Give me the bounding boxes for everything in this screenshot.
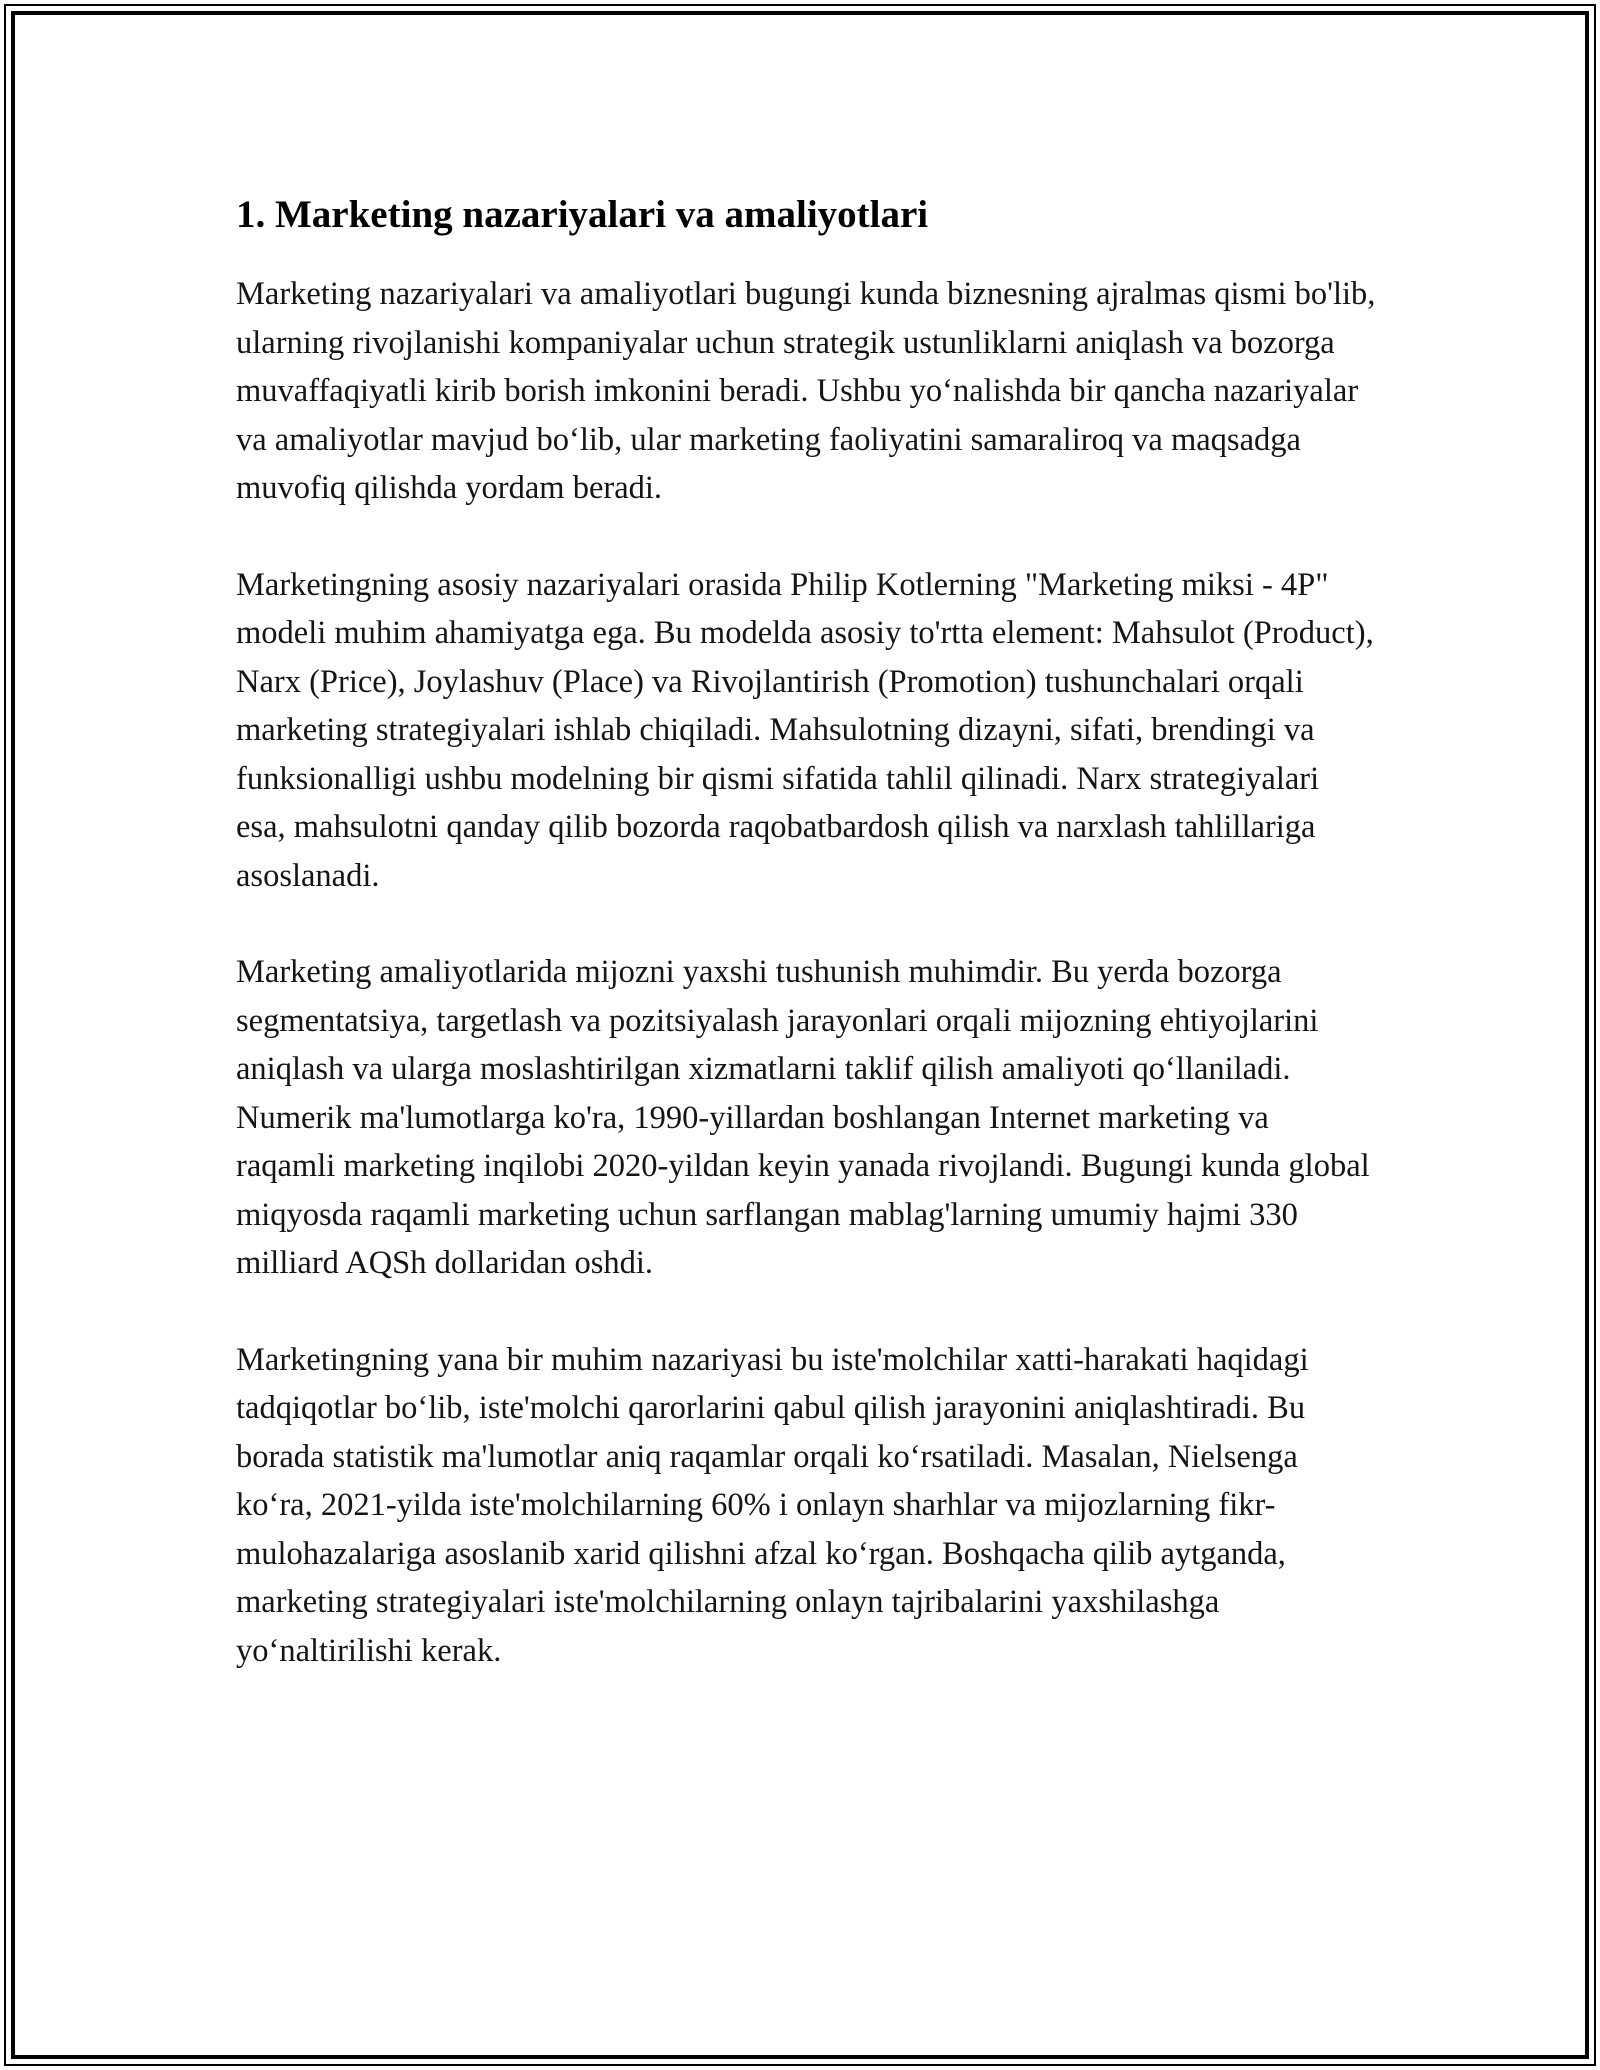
paragraph-consumer-behavior: Marketingning yana bir muhim nazariyasi bu iste'molchilar xatti-harakati haqidagi tadqiqotlar bo‘lib, iste'molchi qarorlarini qabul qilish jarayonini aniqlashtiradi. Bu borada statistik ma'lumotlar aniq raqamlar orqali ko‘rsatiladi. Masalan, Nielsenga ko‘ra, 2021-yilda iste'molchilarning 60% i onlayn sharhlar va mijozlarning fikr-mulohazalariga asoslanib xarid qilishni afzal ko‘rgan. Boshqacha qilib aytganda, marketing strategiyalari iste'molchilarning onlayn tajribalarini yaxshilashga yo‘naltirilishi kerak.: [236, 1341, 1309, 1669]
document-title: 1. Marketing nazariyalari va amaliyotlari: [236, 193, 929, 236]
paragraph-customer-understanding: Marketing amaliyotlarida mijozni yaxshi tushunish muhimdir. Bu yerda bozorga segmentatsiya, targetlash va pozitsiyalash jarayonlari orqali mijozning ehtiyojlarini aniqlash va ularga moslashtirilgan xizmatlarni taklif qilish amaliyoti qo‘llaniladi. Numerik ma'lumotlarga ko'ra, 1990-yillardan boshlangan Internet marketing va raqamli marketing inqilobi 2020-yildan keyin yanada rivojlandi. Bugungi kunda global miqyosda raqamli marketing uchun sarflangan mablag'larning umumiy hajmi 330 milliard AQSh dollaridan oshdi.: [236, 954, 1370, 1281]
paragraph-marketing-mix: Marketingning asosiy nazariyalari orasida Philip Kotlerning "Marketing miksi - 4P" modeli muhim ahamiyatga ega. Bu modelda asosiy to'rtta element: Mahsulot (Product), Narx (Price), Joylashuv (Place) va Rivojlantirish (Promotion) tushunchalari orqali marketing strategiyalari ishlab chiqiladi. Mahsulotning dizayni, sifati, brendingi va funksionalligi ushbu modelning bir qismi sifatida tahlil qilinadi. Narx strategiyalari esa, mahsulotni qanday qilib bozorda raqobatbardosh qilish va narxlash tahlillariga asoslanadi.: [236, 566, 1374, 894]
paragraph-intro: Marketing nazariyalari va amaliyotlari bugungi kunda biznesning ajralmas qismi bo'lib, ularning rivojlanishi kompaniyalar uchun strategik ustunliklarni aniqlash va bozorga muvaffaqiyatli kirib borish imkonini beradi. Ushbu yo‘nalishda bir qancha nazariyalar va amaliyotlar mavjud bo‘lib, ular marketing faoliyatini samaraliroq va maqsadga muvofiq qilishda yordam beradi.: [236, 276, 1376, 506]
document-body: [236, 186, 1376, 1723]
